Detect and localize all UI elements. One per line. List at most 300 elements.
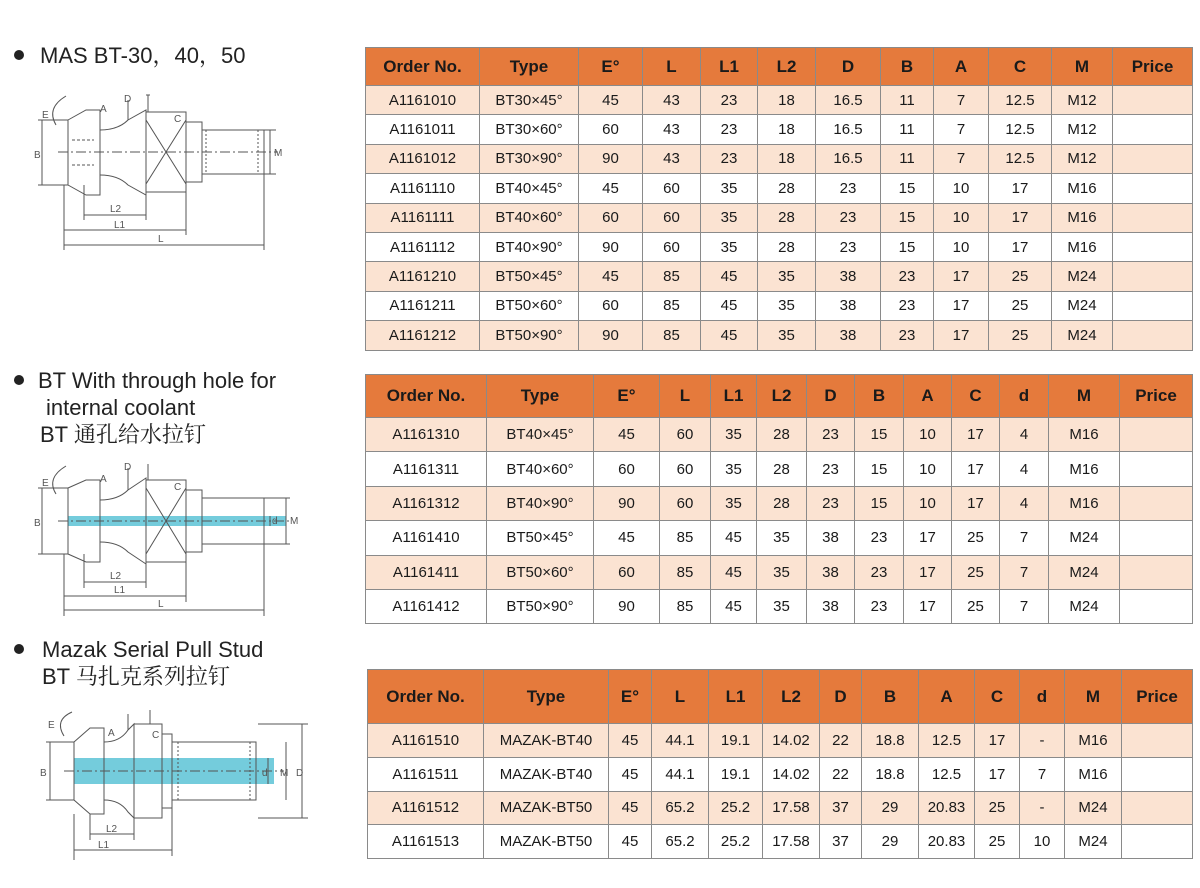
table-cell: A1161512 (368, 791, 484, 825)
table-cell: 60 (660, 452, 711, 486)
header-e: E° (594, 375, 660, 418)
price-cell (1120, 521, 1193, 555)
table-cell: 45 (609, 791, 652, 825)
table-cell: 35 (758, 321, 816, 350)
table-cell: A1161012 (366, 144, 480, 173)
header-b: B (862, 670, 919, 724)
header-d: D (816, 48, 881, 86)
table-cell: BT50×45° (487, 521, 594, 555)
table-cell: 23 (807, 452, 855, 486)
table-cell: M16 (1052, 232, 1113, 261)
header-l2: L2 (757, 375, 807, 418)
table-cell: 60 (643, 232, 701, 261)
table-cell: 19.1 (709, 757, 763, 791)
price-cell (1122, 724, 1193, 758)
table-cell: 7 (1020, 757, 1065, 791)
table-cell: A1161210 (366, 262, 480, 291)
price-cell (1113, 86, 1193, 115)
table-cell: 60 (594, 452, 660, 486)
table-cell: 35 (757, 521, 807, 555)
table-cell: 16.5 (816, 86, 881, 115)
price-cell (1120, 486, 1193, 520)
dim-label-b: B (40, 768, 47, 779)
table-cell: 25 (952, 589, 1000, 623)
pull-stud-diagram-bt-coolant (28, 460, 308, 620)
table-cell: 45 (594, 521, 660, 555)
table-cell: 23 (855, 589, 904, 623)
table-cell: A1161410 (366, 521, 487, 555)
header-d: D (807, 375, 855, 418)
price-cell (1113, 203, 1193, 232)
table-cell: 85 (643, 321, 701, 350)
table-cell: 23 (855, 555, 904, 589)
table-cell: 85 (643, 291, 701, 320)
dim-label-l: L (158, 234, 164, 245)
table-cell: BT50×90° (480, 321, 579, 350)
table-cell: 10 (934, 203, 989, 232)
header-d: D (820, 670, 862, 724)
header-d-small: d (1020, 670, 1065, 724)
table-cell: 23 (701, 86, 758, 115)
table-cell: 17 (989, 174, 1052, 203)
table-cell: 10 (904, 418, 952, 452)
dim-label-d: D (296, 768, 304, 779)
table-cell: 19.1 (709, 724, 763, 758)
table-cell: 11 (881, 86, 934, 115)
table-cell: 15 (881, 203, 934, 232)
table-cell: 16.5 (816, 115, 881, 144)
table-cell: M16 (1049, 418, 1120, 452)
header-l2: L2 (763, 670, 820, 724)
table-cell: 25 (989, 262, 1052, 291)
header-type: Type (480, 48, 579, 86)
table-cell: MAZAK-BT50 (484, 791, 609, 825)
table-row (368, 724, 1193, 758)
table-cell: A1161211 (366, 291, 480, 320)
table-cell: A1161110 (366, 174, 480, 203)
header-m: M (1049, 375, 1120, 418)
table-row (366, 203, 1193, 232)
table-cell: 15 (881, 174, 934, 203)
header-l1: L1 (709, 670, 763, 724)
table-cell: 38 (807, 555, 855, 589)
table-cell: 14.02 (763, 724, 820, 758)
table-cell: 60 (660, 486, 711, 520)
table-cell: 38 (816, 262, 881, 291)
table-cell: 28 (757, 486, 807, 520)
table-cell: M16 (1049, 452, 1120, 486)
table-cell: 4 (1000, 486, 1049, 520)
header-b: B (855, 375, 904, 418)
header-l: L (660, 375, 711, 418)
table-cell: 17 (952, 452, 1000, 486)
table-cell: 17 (989, 203, 1052, 232)
table-cell: MAZAK-BT50 (484, 825, 609, 859)
table-cell: 45 (594, 418, 660, 452)
price-cell (1113, 321, 1193, 350)
table-cell: 10 (904, 452, 952, 486)
table-cell: 38 (816, 321, 881, 350)
dim-label-l2: L2 (110, 571, 122, 582)
price-cell (1122, 757, 1193, 791)
table-cell: 20.83 (919, 825, 975, 859)
table-cell: 15 (855, 486, 904, 520)
table-cell: 7 (934, 115, 989, 144)
dim-label-l2: L2 (106, 824, 118, 835)
header-l1: L1 (701, 48, 758, 86)
table-cell: M16 (1052, 174, 1113, 203)
table-cell: 10 (904, 486, 952, 520)
dim-label-d-small: d (272, 516, 278, 527)
table-cell: M12 (1052, 86, 1113, 115)
header-a: A (904, 375, 952, 418)
table-cell: BT40×90° (487, 486, 594, 520)
table-cell: 10 (934, 174, 989, 203)
dim-label-e: E (42, 110, 49, 121)
dim-label-l1: L1 (114, 585, 126, 596)
table-cell: 12.5 (989, 144, 1052, 173)
table-cell: 16.5 (816, 144, 881, 173)
table-row (366, 452, 1193, 486)
table-cell: 44.1 (652, 757, 709, 791)
dim-label-a: A (100, 474, 107, 485)
table-cell: 17 (975, 724, 1020, 758)
table-cell: 60 (579, 291, 643, 320)
table-row (366, 232, 1193, 261)
dim-label-l1: L1 (98, 840, 110, 851)
table-cell: 38 (807, 589, 855, 623)
table-cell: 22 (820, 724, 862, 758)
table-cell: 23 (816, 174, 881, 203)
table-cell: 17 (934, 291, 989, 320)
table-cell: 10 (934, 232, 989, 261)
table-cell: M12 (1052, 144, 1113, 173)
table-cell: M12 (1052, 115, 1113, 144)
table-cell: 28 (758, 232, 816, 261)
dim-label-l2: L2 (110, 204, 122, 215)
table-cell: M24 (1052, 321, 1113, 350)
table-cell: M16 (1049, 486, 1120, 520)
table-cell: 23 (855, 521, 904, 555)
table-cell: 23 (807, 486, 855, 520)
table-cell: - (1020, 724, 1065, 758)
header-type: Type (487, 375, 594, 418)
table-cell: 18.8 (862, 757, 919, 791)
table-cell: 7 (934, 86, 989, 115)
dim-label-m: M (280, 768, 289, 779)
header-order-no: Order No. (366, 48, 480, 86)
table-row (366, 115, 1193, 144)
table-cell: M16 (1065, 757, 1122, 791)
header-m: M (1065, 670, 1122, 724)
header-price: Price (1120, 375, 1193, 418)
dim-label-d: D (124, 94, 132, 105)
price-cell (1113, 291, 1193, 320)
dim-label-c: C (152, 730, 160, 741)
dim-label-c: C (174, 114, 182, 125)
table-cell: 17 (952, 486, 1000, 520)
price-cell (1120, 418, 1193, 452)
table-cell: 17 (934, 321, 989, 350)
table-cell: 60 (579, 115, 643, 144)
table-cell: 29 (862, 791, 919, 825)
table-header-row (366, 375, 1193, 418)
dim-label-b: B (34, 518, 41, 529)
price-cell (1113, 262, 1193, 291)
table-cell: 25 (952, 521, 1000, 555)
table-cell: 35 (711, 452, 757, 486)
table-cell: 35 (757, 589, 807, 623)
table-body (366, 86, 1193, 351)
dim-label-l: L (158, 599, 164, 610)
table-cell: 15 (881, 232, 934, 261)
price-cell (1122, 791, 1193, 825)
header-l2: L2 (758, 48, 816, 86)
dim-label-d: D (124, 462, 132, 473)
spec-table-mas-bt (365, 47, 1193, 351)
table-cell: 7 (1000, 555, 1049, 589)
table-row (368, 791, 1193, 825)
table-row (366, 589, 1193, 623)
header-c: C (952, 375, 1000, 418)
table-cell: - (1020, 791, 1065, 825)
dim-label-b: B (34, 150, 41, 161)
price-cell (1113, 174, 1193, 203)
bullet-icon (14, 50, 24, 60)
header-l: L (652, 670, 709, 724)
table-cell: 35 (711, 486, 757, 520)
header-order-no: Order No. (366, 375, 487, 418)
table-cell: 15 (855, 418, 904, 452)
table-cell: 45 (711, 521, 757, 555)
table-cell: 43 (643, 86, 701, 115)
table-cell: 23 (701, 115, 758, 144)
table-cell: 4 (1000, 452, 1049, 486)
table-cell: 60 (579, 203, 643, 232)
table-cell: 25.2 (709, 825, 763, 859)
table-cell: MAZAK-BT40 (484, 724, 609, 758)
table-cell: BT40×45° (480, 174, 579, 203)
table-cell: 25 (975, 791, 1020, 825)
table-cell: 12.5 (919, 757, 975, 791)
table-cell: 11 (881, 144, 934, 173)
table-cell: A1161112 (366, 232, 480, 261)
section-title-bt-coolant: BT With through hole for internal coolant BT 通孔给水拉钉 (14, 367, 276, 448)
table-cell: 45 (711, 555, 757, 589)
table-cell: M16 (1052, 203, 1113, 232)
table-row (366, 291, 1193, 320)
table-cell: 90 (594, 486, 660, 520)
table-cell: 60 (643, 174, 701, 203)
table-body (368, 724, 1193, 859)
table-cell: 23 (816, 203, 881, 232)
table-cell: A1161411 (366, 555, 487, 589)
table-row (368, 757, 1193, 791)
table-cell: M24 (1052, 262, 1113, 291)
table-cell: M24 (1065, 825, 1122, 859)
table-cell: BT40×45° (487, 418, 594, 452)
table-cell: 23 (701, 144, 758, 173)
table-cell: 28 (757, 418, 807, 452)
table-cell: 35 (757, 555, 807, 589)
header-a: A (919, 670, 975, 724)
header-m: M (1052, 48, 1113, 86)
table-cell: 25 (952, 555, 1000, 589)
table-cell: 17 (904, 589, 952, 623)
table-cell: BT40×60° (480, 203, 579, 232)
table-cell: 85 (660, 589, 711, 623)
table-cell: 22 (820, 757, 862, 791)
price-cell (1113, 144, 1193, 173)
dim-label-a: A (100, 104, 107, 115)
table-cell: 37 (820, 791, 862, 825)
table-row (366, 174, 1193, 203)
price-cell (1120, 589, 1193, 623)
table-cell: 28 (758, 174, 816, 203)
table-cell: BT50×90° (487, 589, 594, 623)
table-cell: 45 (609, 724, 652, 758)
table-cell: MAZAK-BT40 (484, 757, 609, 791)
header-c: C (989, 48, 1052, 86)
table-row (366, 321, 1193, 350)
table-cell: 35 (758, 291, 816, 320)
table-cell: 18.8 (862, 724, 919, 758)
pull-stud-diagram-mas-bt (28, 90, 308, 260)
header-a: A (934, 48, 989, 86)
table-cell: 35 (701, 232, 758, 261)
table-row (366, 486, 1193, 520)
spec-table-mazak (367, 669, 1193, 859)
table-cell: 17 (989, 232, 1052, 261)
table-cell: 85 (660, 555, 711, 589)
table-cell: 43 (643, 144, 701, 173)
table-cell: 17 (934, 262, 989, 291)
bullet-icon (14, 644, 24, 654)
table-cell: BT50×45° (480, 262, 579, 291)
table-cell: 35 (701, 203, 758, 232)
table-cell: A1161312 (366, 486, 487, 520)
table-cell: 25.2 (709, 791, 763, 825)
dim-label-d-small: d (262, 768, 268, 779)
table-row (366, 418, 1193, 452)
dim-label-l1: L1 (114, 220, 126, 231)
table-cell: M24 (1049, 521, 1120, 555)
table-cell: 23 (881, 321, 934, 350)
header-type: Type (484, 670, 609, 724)
section-title-mazak: Mazak Serial Pull Stud BT 马扎克系列拉钉 (14, 636, 263, 690)
table-cell: A1161010 (366, 86, 480, 115)
table-cell: 29 (862, 825, 919, 859)
table-cell: A1161310 (366, 418, 487, 452)
table-cell: 38 (816, 291, 881, 320)
table-cell: M24 (1049, 589, 1120, 623)
table-cell: 23 (816, 232, 881, 261)
table-cell: 65.2 (652, 825, 709, 859)
table-cell: 85 (643, 262, 701, 291)
table-header-row (368, 670, 1193, 724)
header-c: C (975, 670, 1020, 724)
table-cell: 90 (579, 321, 643, 350)
table-cell: A1161011 (366, 115, 480, 144)
table-cell: 45 (609, 757, 652, 791)
table-cell: M24 (1049, 555, 1120, 589)
bullet-icon (14, 375, 24, 385)
table-row (366, 555, 1193, 589)
table-cell: 45 (579, 86, 643, 115)
table-cell: 17.58 (763, 791, 820, 825)
table-cell: BT30×45° (480, 86, 579, 115)
table-cell: 28 (757, 452, 807, 486)
table-cell: A1161412 (366, 589, 487, 623)
table-cell: 60 (594, 555, 660, 589)
table-cell: 45 (701, 291, 758, 320)
table-cell: 7 (1000, 589, 1049, 623)
table-cell: 35 (701, 174, 758, 203)
table-body (366, 418, 1193, 624)
table-row (366, 521, 1193, 555)
table-cell: BT50×60° (480, 291, 579, 320)
dim-label-c: C (174, 482, 182, 493)
price-cell (1113, 232, 1193, 261)
table-cell: 20.83 (919, 791, 975, 825)
dim-label-e: E (48, 720, 55, 731)
header-e: E° (579, 48, 643, 86)
table-cell: A1161111 (366, 203, 480, 232)
table-cell: 60 (643, 203, 701, 232)
table-cell: 25 (989, 291, 1052, 320)
table-cell: 18 (758, 86, 816, 115)
table-cell: 23 (807, 418, 855, 452)
dim-label-m: M (274, 148, 283, 159)
price-cell (1122, 825, 1193, 859)
table-cell: 12.5 (919, 724, 975, 758)
header-order-no: Order No. (368, 670, 484, 724)
table-header-row (366, 48, 1193, 86)
header-b: B (881, 48, 934, 86)
price-cell (1120, 452, 1193, 486)
table-row (366, 86, 1193, 115)
table-cell: A1161511 (368, 757, 484, 791)
table-cell: A1161311 (366, 452, 487, 486)
table-cell: BT30×90° (480, 144, 579, 173)
dim-label-a: A (108, 728, 115, 739)
table-cell: 17 (975, 757, 1020, 791)
price-cell (1120, 555, 1193, 589)
header-price: Price (1122, 670, 1193, 724)
table-cell: BT50×60° (487, 555, 594, 589)
table-row (366, 262, 1193, 291)
header-l: L (643, 48, 701, 86)
table-cell: 35 (758, 262, 816, 291)
table-cell: 44.1 (652, 724, 709, 758)
price-cell (1113, 115, 1193, 144)
table-cell: 45 (579, 174, 643, 203)
table-cell: 17 (904, 521, 952, 555)
table-cell: 85 (660, 521, 711, 555)
table-cell: M24 (1065, 791, 1122, 825)
table-cell: 12.5 (989, 115, 1052, 144)
table-cell: 11 (881, 115, 934, 144)
table-cell: 17 (904, 555, 952, 589)
table-cell: M16 (1065, 724, 1122, 758)
table-cell: 7 (1000, 521, 1049, 555)
header-e: E° (609, 670, 652, 724)
table-cell: 45 (701, 262, 758, 291)
table-row (368, 825, 1193, 859)
table-cell: 45 (701, 321, 758, 350)
table-cell: 90 (594, 589, 660, 623)
table-cell: BT40×60° (487, 452, 594, 486)
